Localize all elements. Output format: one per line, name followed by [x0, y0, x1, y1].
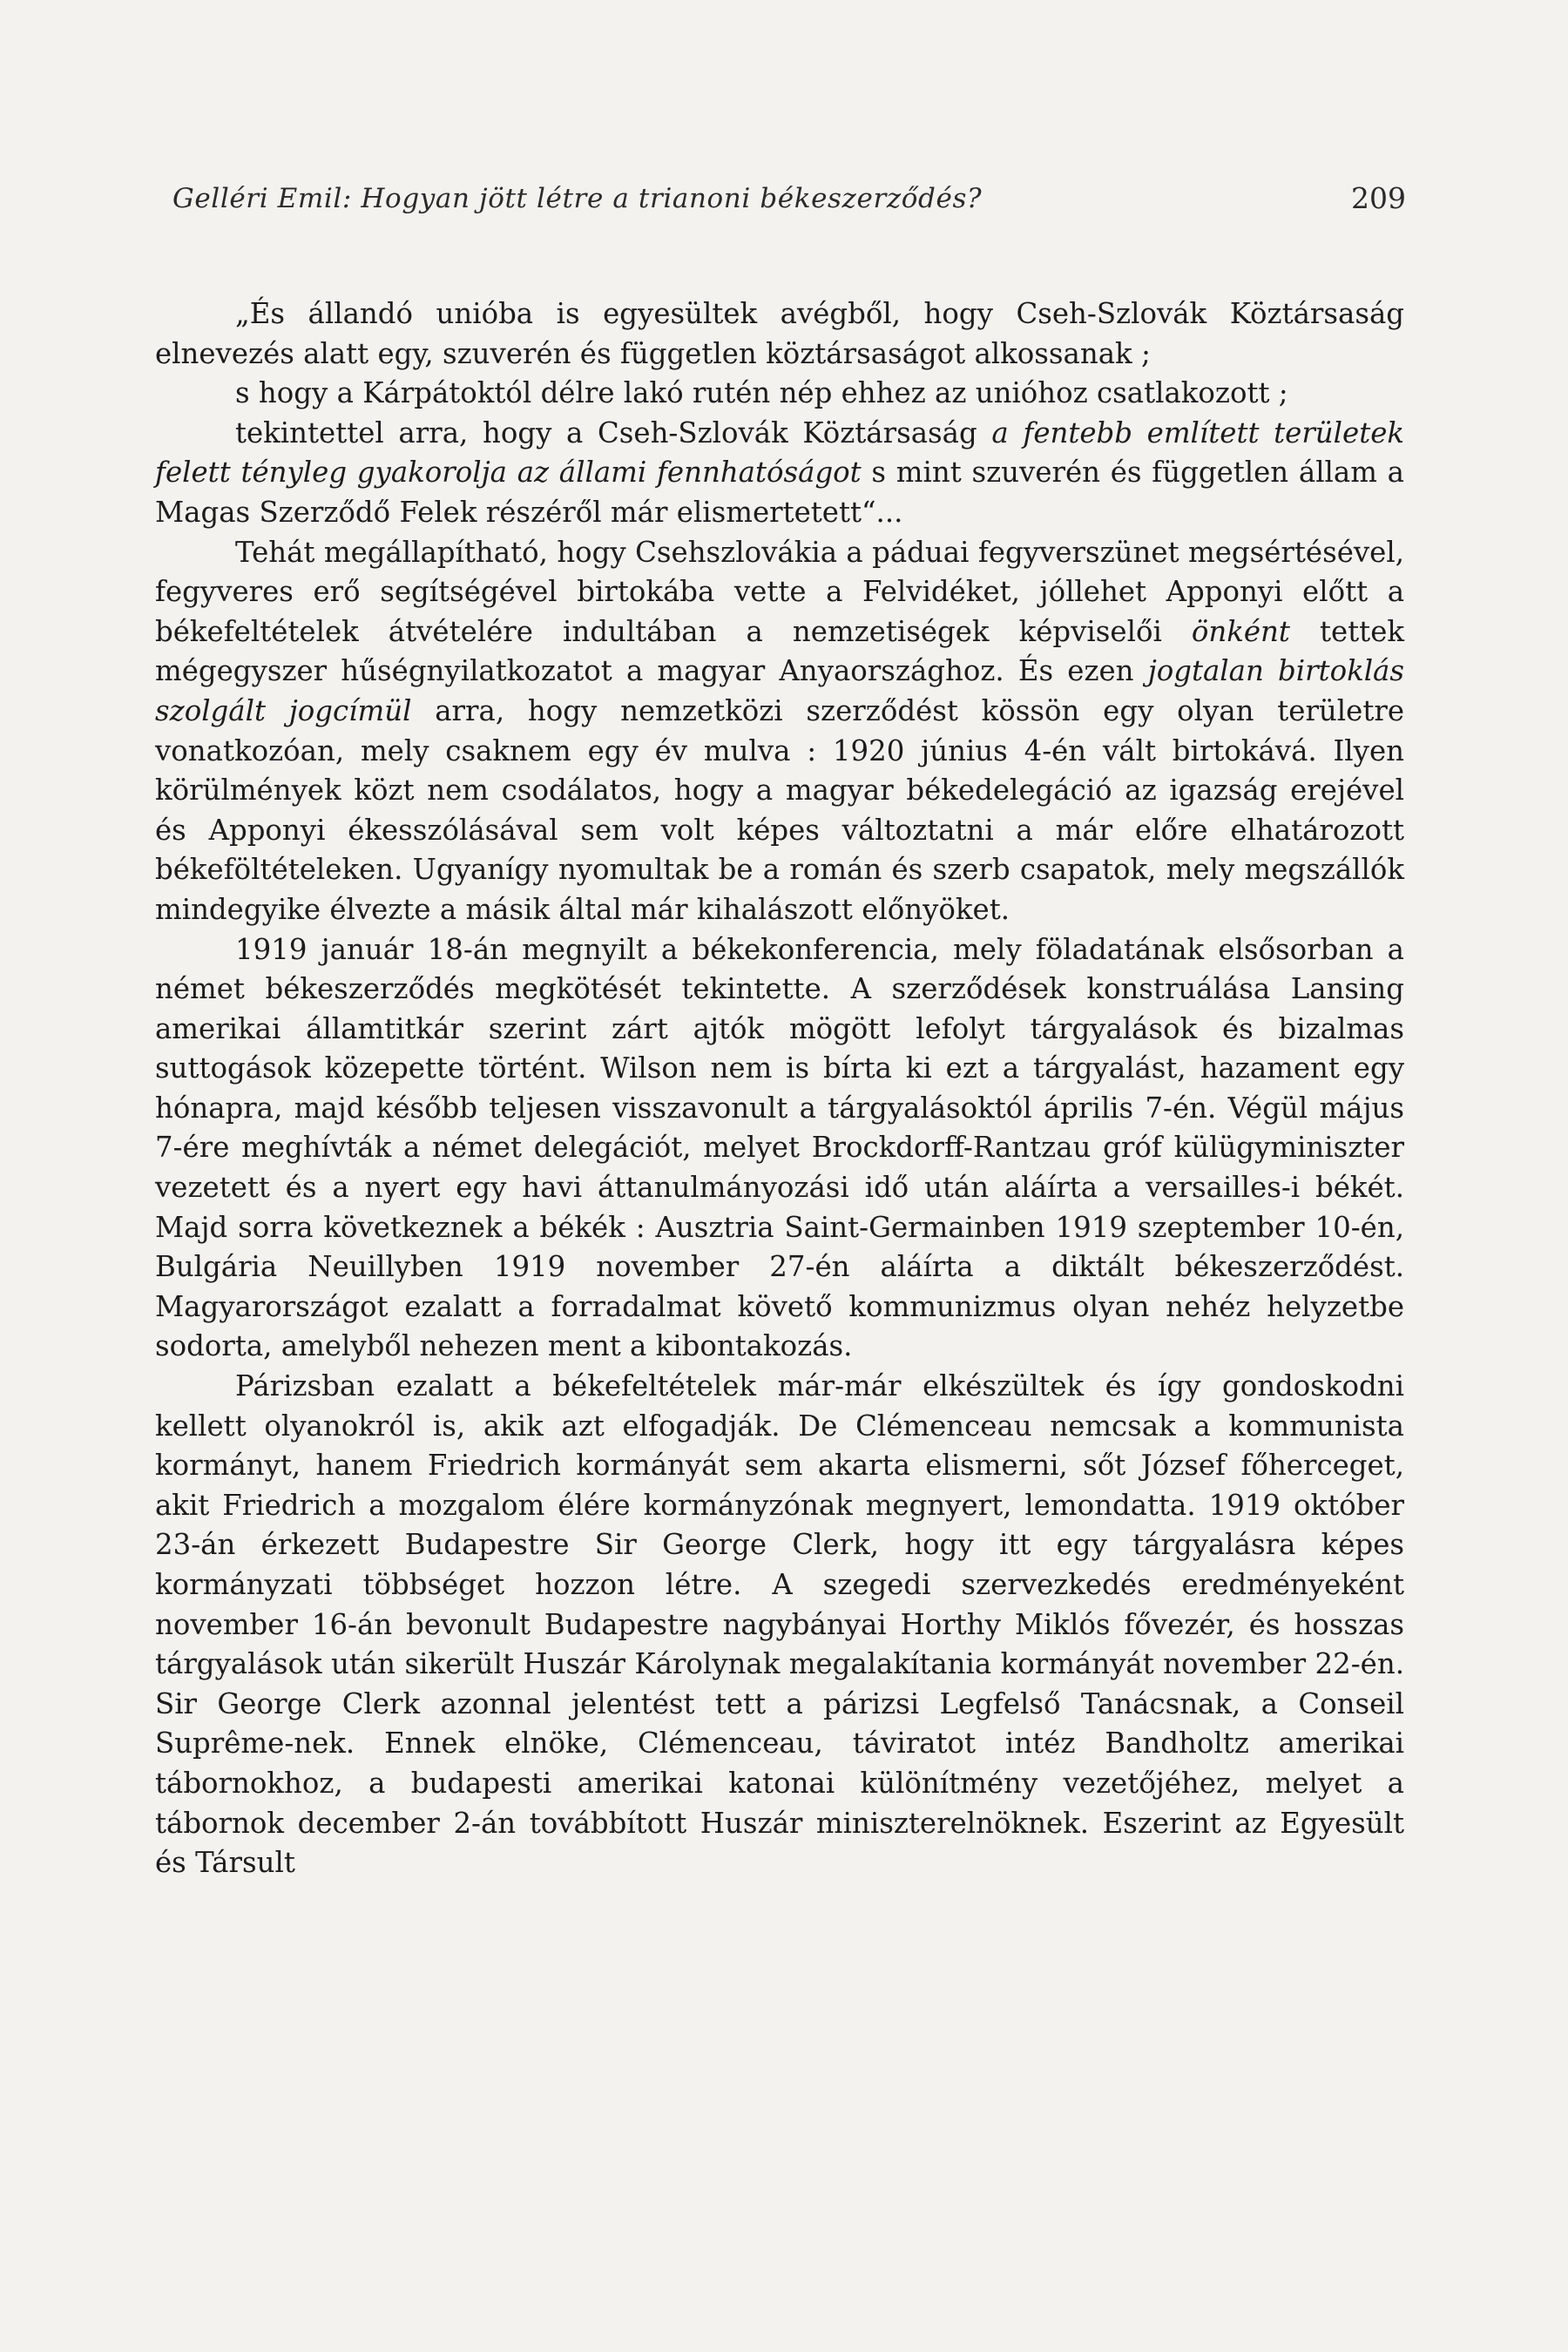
paragraph	[155, 1367, 1404, 1883]
paragraph	[155, 294, 1404, 374]
text-segment: 1919 január 18-án megnyilt a békekonferencia, mely föladatának elsősorban a német békeszerződés megkötését tekintette. A szerződések konstruálása Lansing amerikai államtitkár szerint zárt ajtók mögött lefolyt tárgyalások és bizalmas suttogások közepette történt. Wilson nem is bírta ki ezt a tárgyalást, hazament egy hónapra, majd később teljesen visszavonult a tárgyalásoktól április 7-én. Végül május 7-ére meghívták a német delegációt, melyet Brockdorff-Rantzau gróf külügyminiszter vezetett és a nyert egy havi áttanulmányozási idő után aláírta a versailles-i békét. Majd sorra következnek a békék : Ausztria Saint-Germainben 1919 szeptember 10-én, Bulgária Neuillyben 1919 november 27-én aláírta a diktált békeszerződést. Magyarországot ezalatt a forradalmat követő kommunizmus olyan nehéz helyzetbe sodorta, amelyből nehezen ment a kibontakozás.	[155, 932, 1404, 1363]
italic-text-segment: a fentebb említett területek felett tényleg gyakorolja az állami fennhatóságot	[155, 416, 1405, 490]
text-segment: arra, hogy nemzetközi szerződést kössön egy olyan területre vonatkozóan, mely csaknem egy év mulva : 1920 június 4-én vált birtokává. Ilyen körülmények közt nem csodálatos, hogy a magyar békedelegáció az igazság erejével és Apponyi ékesszólásával sem volt képes változtatni a már előre elhatározott békeföltételeken. Ugyanígy nyomultak be a román és szerb csapatok, mely megszállók mindegyike élvezte a másik által már kihalászott előnyöket.	[155, 693, 1404, 926]
paragraph	[155, 533, 1404, 930]
page-number: 209	[1351, 181, 1406, 215]
text-segment: Párizsban ezalatt a békefeltételek már-már elkészültek és így gondoskodni kellett olyanokról is, akik azt elfogadják. De Clémenceau nemcsak a kommunista kormányt, hanem Friedrich kormányát sem akarta elismerni, sőt József főherceget, akit Friedrich a mozgalom élére kormányzónak megnyert, lemondatta. 1919 október 23-án érkezett Budapestre Sir George Clerk, hogy itt egy tárgyalásra képes kormányzati többséget hozzon létre. A szegedi szervezkedés eredményeként november 16-án bevonult Budapestre nagybányai Horthy Miklós fővezér, és hosszas tárgyalások után sikerült Huszár Károlynak megalakítania kormányát november 22-én. Sir George Clerk azonnal jelentést tett a párizsi Legfelső Tanácsnak, a Conseil Suprême-nek. Ennek elnöke, Clémenceau, táviratot intéz Bandholtz amerikai tábornokhoz, a budapesti amerikai katonai különítmény vezetőjéhez, melyet a tábornok december 2-án továbbított Huszár miniszterelnöknek. Eszerint az Egyesült és Társult	[155, 1369, 1404, 1880]
text-segment: tettek mégegyszer hűségnyilatkozatot a magyar Anyaországhoz. És ezen	[155, 614, 1404, 688]
body-text	[155, 294, 1404, 1883]
text-segment: s mint szuverén és független állam a Magas Szerződő Felek részéről már elismertetett“...	[155, 456, 1404, 529]
text-segment: s hogy a Kárpátoktól délre lakó rutén nép ehhez az unióhoz csatlakozott ;	[235, 376, 1288, 410]
paragraph	[155, 930, 1404, 1368]
running-header	[172, 171, 1406, 223]
text-segment: „És állandó unióba is egyesültek avégből, hogy Cseh-Szlovák Köztársaság elnevezés alatt egy, szuverén és független köztársaságot alkossanak ;	[155, 297, 1404, 370]
paragraph	[155, 374, 1404, 414]
text-segment: tekintettel arra, hogy a Cseh-Szlovák Köztársaság	[235, 416, 992, 449]
text-segment: Tehát megállapítható, hogy Csehszlovákia a páduai fegyverszünet megsértésével, fegyveres erő segítségével birtokába vette a Felvidéket, jóllehet Apponyi előtt a békefeltételek átvételére indultában a nemzetiségek képviselői	[155, 535, 1404, 648]
italic-text-segment: jogtalan birtoklás szolgált jogcímül	[155, 654, 1404, 727]
italic-text-segment: önként	[1191, 614, 1290, 648]
running-title: Gelléri Emil: Hogyan jött létre a trianoni békeszerződés?	[172, 183, 983, 214]
paragraph	[155, 414, 1404, 533]
